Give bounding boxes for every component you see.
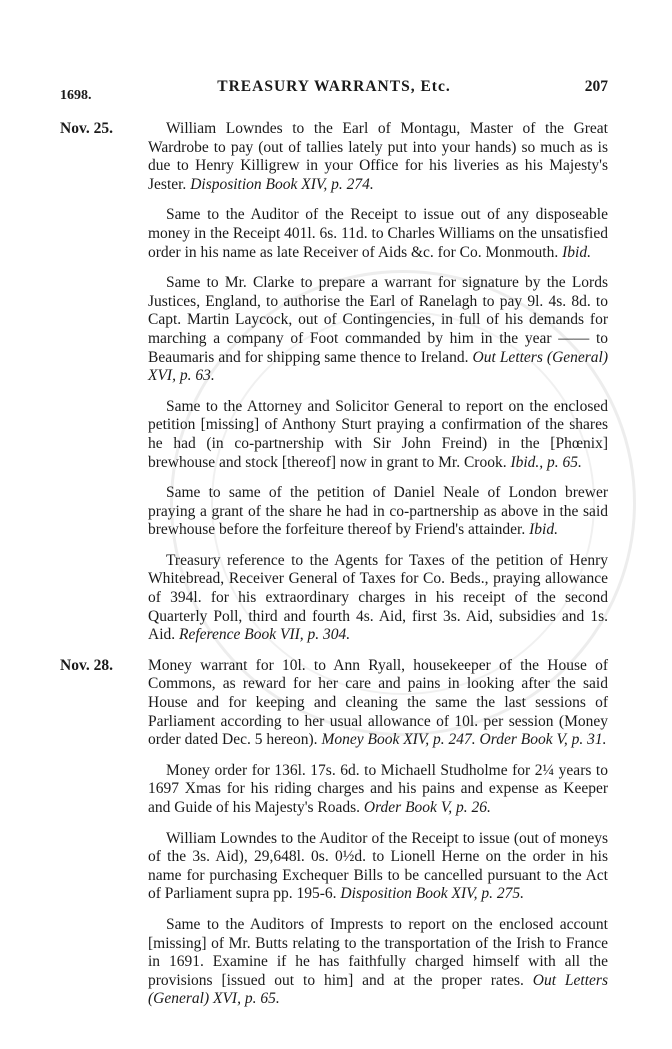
entry [60,398,608,472]
entry [60,484,608,540]
running-title: TREASURY WARRANTS, Etc. [217,78,451,95]
entry-body: Money order for 136l. 17s. 6d. to Michaell Studholme for 2¼ years to 1697 Xmas for his riding charges and his pains and expense as Keeper and Guide of his Majesty's Roads. [148,761,608,816]
entry-text [148,206,608,262]
entry-date [60,274,148,386]
entry-text [148,830,608,904]
entry-reference: Money Book XIV, p. 247. Order Book V, p. 31. [321,731,607,749]
entry-date: Nov. 25. [60,120,113,137]
entry-date [60,398,148,472]
entry-body: William Lowndes to the Auditor of the Receipt to issue (out of moneys of the 3s. Aid), 29,648l. 0s. 0½d. to Lionell Herne on the order in his name for purchasing Exchequer Bills to be cancelled pursuant to the Act of Parliament supra pp. 195-6. [148,829,608,903]
entry-date [60,552,148,645]
entry-text [148,916,608,1009]
entry-date [60,762,148,818]
entry-text [148,762,608,818]
entry-text [148,120,608,194]
document-body [60,120,608,1021]
entry-reference: Ibid., p. 65. [510,453,582,471]
entry [60,657,608,750]
entry [60,762,608,818]
entry-reference: Reference Book VII, p. 304. [179,626,351,644]
entry-reference: Ibid. [562,243,591,261]
entry-reference: Ibid. [529,521,558,539]
entry [60,916,608,1009]
entry-reference: Out Letters (General) XVI, p. 63. [148,348,609,385]
entry-date [60,916,148,1009]
year-marker: 1698. [60,88,92,103]
entry-date [60,830,148,904]
entry-reference: Order Book V, p. 26. [363,799,491,816]
page-number: 207 [584,78,608,95]
entry-body: Same to Mr. Clarke to prepare a warrant for signature by the Lords Justices, England, to authorise the Earl of Ranelagh to pay 9l. 4s. 8d. to Capt. Martin Laycock, out of Contingencies, in full of his demands for marching a company of Foot commanded by him in the year —— to Beaumaris and for shipping same thence to Ireland. [148,274,608,366]
entry-text [148,552,608,645]
entry-body: William Lowndes to the Earl of Montagu, Master of the Great Wardrobe to pay (out of tallies lately put into your hands) so much as is due to Henry Killigrew in your Office for his liveries as his Majesty's Jester. [148,120,608,193]
entry-body: Same to the Auditors of Imprests to report on the enclosed account [missing] of Mr. Butts relating to the transportation of the Irish to France in 1691. Examine if he has faithfully charged himself with all the provisions [issued out to him] and at the proper rates. [148,915,608,989]
entry-reference: Disposition Book XIV, p. 275. [340,885,524,903]
entry-body: Same to the Auditor of the Receipt to issue out of any disposeable money in the Receipt 401l. 6s. 11d. to Charles Williams on the unsatisfied order in his name as late Receiver of Aids &c. for Co. Monmouth. [148,206,608,261]
entry [60,274,608,386]
entry-body: Same to the Attorney and Solicitor General to report on the enclosed petition [missing] of Anthony Sturt praying a confirmation of the shares he had (in co-partnership with Sir John Freind) in the [Phœnix] brewhouse and stock [thereof] now in grant to Mr. Crook. [148,397,608,471]
entry-reference: Out Letters (General) XVI, p. 65. [148,971,608,1008]
page-header [60,78,608,102]
entry [60,120,608,194]
entry-date [60,206,148,262]
entry-body: Money warrant for 10l. to Ann Ryall, housekeeper of the House of Commons, as reward for her care and pains in looking after the said House and for keeping and cleaning the same the last sessions of Parliament according to her usual allowance of 10l. per session (Money order dated Dec. 5 hereon). [148,656,608,749]
entry-date: Nov. 28. [60,656,113,674]
entry-reference: Disposition Book XIV, p. 274. [190,175,374,193]
entry [60,830,608,904]
entry-date [60,484,148,540]
entry-body: Same to same of the petition of Daniel Neale of London brewer praying a grant of the share he had in co-partnership as above in the said brewhouse before the forfeiture thereof by Friend's attainder. [148,484,608,539]
entry [60,206,608,262]
entry-body: Treasury reference to the Agents for Taxes of the petition of Henry Whitebread, Receiver General of Taxes for Co. Beds., praying allowance of 394l. for his extraordinary charges in his receipt of the second Quarterly Poll, third and fourth 4s. Aid, first 3s. Aid, subsidies and 1s. Aid. [148,551,608,644]
entry-text [148,484,608,540]
entry [60,552,608,645]
entry-text [148,398,608,472]
entry-text [148,274,608,386]
entry-text [148,657,608,750]
